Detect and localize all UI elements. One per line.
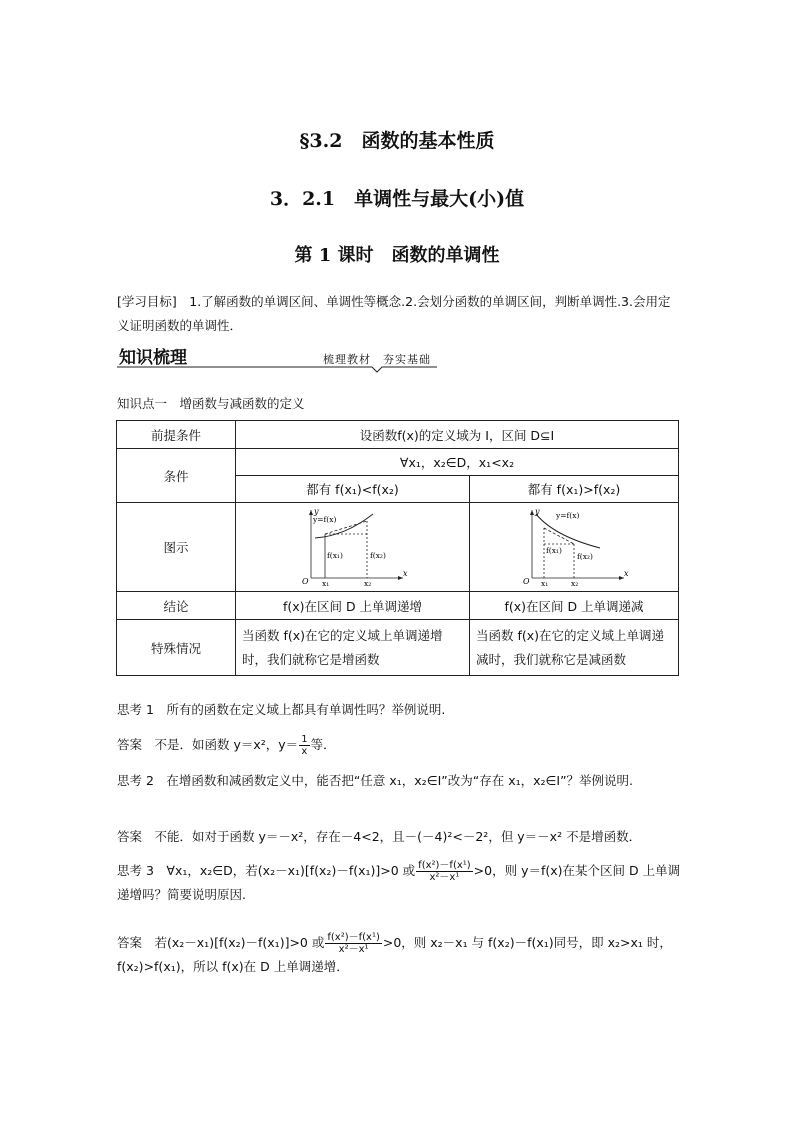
table-cell: 设函数f(x)的定义域为 I，区间 D⊆I xyxy=(236,421,679,449)
curve-label: y=f(x) xyxy=(312,514,336,524)
question-2: 思考 2 在增函数和减函数定义中，能否把“任意 x₁，x₂∈I”改为“存在 x₁，x₂∈I”？举例说明. xyxy=(117,773,634,788)
fx2-label: f(x₂) xyxy=(577,551,593,561)
increasing-graph xyxy=(293,506,413,586)
decreasing-graph xyxy=(514,506,634,586)
answer-2: 答案 不能．如对于函数 y＝－x²，存在－4<2，且－(－4)²<－2²，但 y＝－x² 不是增函数． xyxy=(117,829,642,844)
table-cell: 前提条件 xyxy=(117,421,236,449)
x2-label: x₂ xyxy=(571,578,579,586)
table-row xyxy=(117,449,679,476)
question-3 xyxy=(117,859,682,907)
fraction-denominator: x²－x¹ xyxy=(429,872,460,883)
fraction xyxy=(325,932,382,955)
table-cell: 当函数 f(x)在它的定义域上单调递减时，我们就称它是减函数 xyxy=(470,620,679,676)
section-header-label: 知识梳理 xyxy=(119,348,187,368)
y-label: y xyxy=(313,506,319,516)
origin-label: O xyxy=(301,576,309,586)
table-cell: 特殊情况 xyxy=(117,620,236,676)
table-row xyxy=(117,421,679,449)
y-label: y xyxy=(535,506,540,516)
table-cell xyxy=(236,503,470,592)
x-label: x xyxy=(402,568,408,578)
section-title: §3.2 函数的基本性质 xyxy=(299,130,495,152)
origin-label: O xyxy=(523,576,530,586)
answer-1 xyxy=(117,733,682,757)
curve-label: y=f(x) xyxy=(556,510,580,520)
answer-3-text: 答案 若(x₂－x₁)[f(x₂)－f(x₁)]>0 或 xyxy=(117,935,325,950)
fraction-denominator: x xyxy=(301,746,308,757)
table-cell: f(x)在区间 D 上单调递减 xyxy=(470,592,679,620)
fx2-label: f(x₂) xyxy=(369,550,386,560)
table-cell: 图示 xyxy=(117,503,236,592)
table-cell: ∀x₁，x₂∈D，x₁<x₂ xyxy=(236,449,679,476)
answer-3-tail: >0，则 x₂－x₁ 与 f(x₂)－f(x₁)同号，即 x₂>x₁ 时，f(x₂)>f(x₁)，所以 f(x)在 D 上单调递增． xyxy=(117,935,672,974)
x2-label: x₂ xyxy=(363,578,371,586)
lesson-title: 第 1 课时 函数的单调性 xyxy=(294,245,500,266)
table-cell: f(x)在区间 D 上单调递增 xyxy=(236,592,470,620)
fraction-numerator: 1 xyxy=(301,734,308,745)
table-cell: 都有 f(x₁)>f(x₂) xyxy=(470,476,679,503)
section-header-sub: 梳理教材 夯实基础 xyxy=(323,353,431,366)
x1-label: x₁ xyxy=(541,578,549,586)
fraction-numerator: f(x²)－f(x¹) xyxy=(418,860,471,871)
question-1: 思考 1 所有的函数在定义域上都具有单调性吗？举例说明. xyxy=(117,702,446,717)
fraction xyxy=(416,860,473,883)
knowledge-point-title: 知识点一 增函数与减函数的定义 xyxy=(117,396,305,411)
table-row xyxy=(117,503,679,592)
y-axis-arrow-icon xyxy=(530,510,534,515)
table-row xyxy=(117,592,679,620)
table-cell xyxy=(470,503,679,592)
section-header xyxy=(117,343,437,373)
secant-line xyxy=(544,528,574,544)
x1-label: x₁ xyxy=(321,578,329,586)
fx1-label: f(x₁) xyxy=(546,545,562,555)
definition-table xyxy=(116,420,679,676)
x-label: x xyxy=(624,568,629,578)
table-row xyxy=(117,620,679,676)
fraction xyxy=(299,734,309,757)
answer-1-text: 答案 不是．如函数 y＝x²，y＝ xyxy=(117,737,299,752)
table-cell: 条件 xyxy=(117,449,236,503)
fraction-denominator: x²－x¹ xyxy=(338,944,369,955)
table-cell: 结论 xyxy=(117,592,236,620)
subsection-title: 3．2.1 单调性与最大(小)值 xyxy=(269,188,525,210)
question-3-text: 思考 3 ∀x₁，x₂∈D，若(x₂－x₁)[f(x₂)－f(x₁)]>0 或 xyxy=(117,863,416,878)
answer-3 xyxy=(117,931,682,979)
fraction-numerator: f(x²)－f(x¹) xyxy=(327,932,380,943)
question-3-tail: >0，则 y＝f(x)在某个区间 D 上单调递增吗？简要说明原因. xyxy=(117,863,681,902)
answer-1-tail: 等． xyxy=(310,737,336,752)
fx1-label: f(x₁) xyxy=(326,550,343,560)
learning-goals: [学习目标] 1.了解函数的单调区间、单调性等概念.2.会划分函数的单调区间，判断单调性.3.会用定义证明函数的单调性． xyxy=(117,294,671,333)
table-cell: 都有 f(x₁)<f(x₂) xyxy=(236,476,470,503)
table-cell: 当函数 f(x)在它的定义域上单调递增时，我们就称它是增函数 xyxy=(236,620,470,676)
